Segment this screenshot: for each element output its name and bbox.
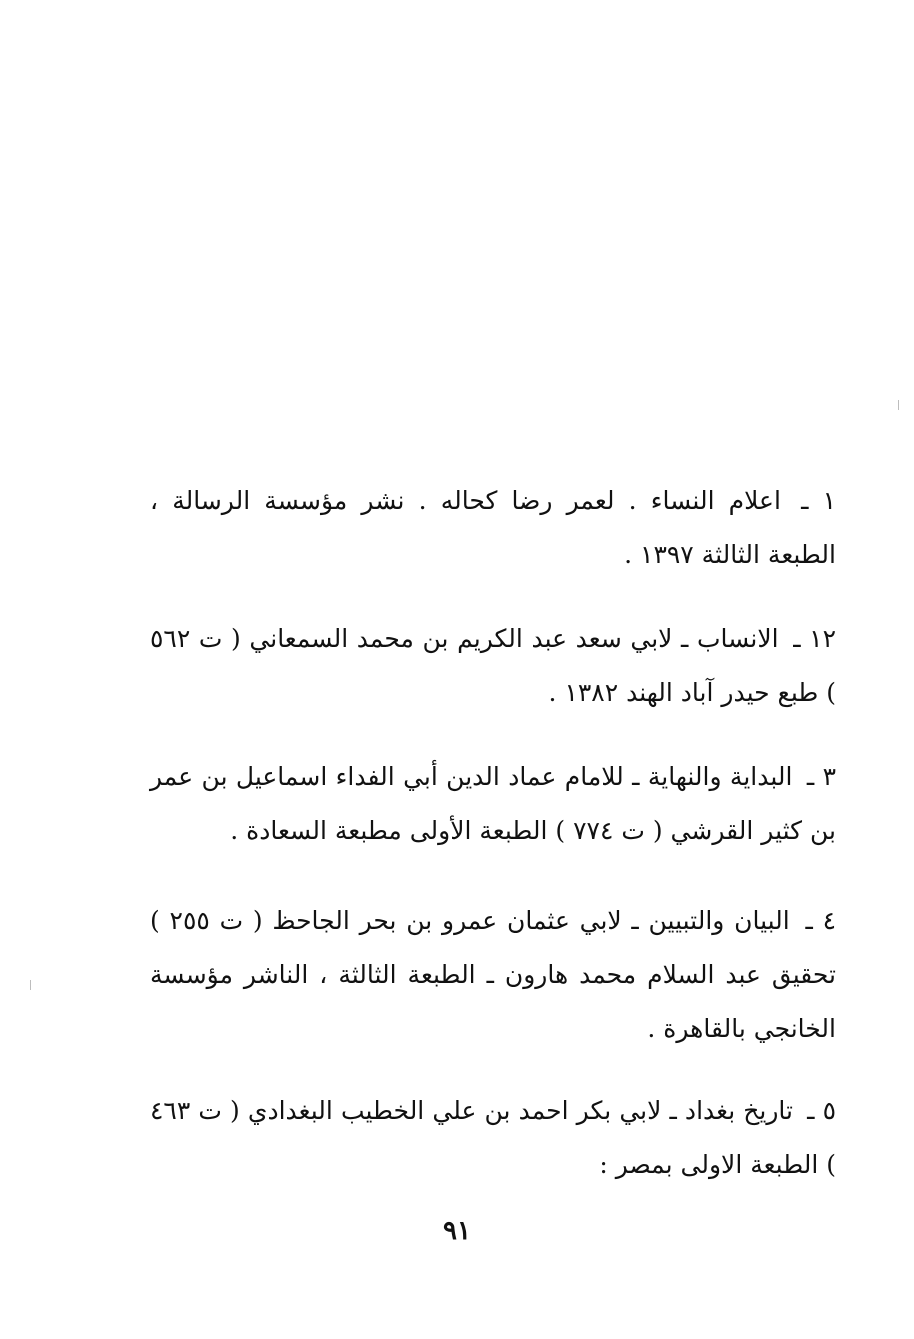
- reference-item: [150, 894, 836, 1056]
- reference-text: تاريخ بغداد ـ لابي بكر احمد بن علي الخطيب البغدادي ( ت ٤٦٣ ) الطبعة الاولى بمصر :: [150, 1096, 836, 1179]
- reference-number: ١ ـ: [801, 486, 837, 515]
- reference-text: البيان والتبيين ـ لابي عثمان عمرو بن بحر الجاحظ ( ت ٢٥٥ ) تحقيق عبد السلام محمد هارون ـ الطبعة الثالثة ، الناشر مؤسسة الخانجي بالقاهرة .: [150, 906, 836, 1043]
- reference-text: اعلام النساء . لعمر رضا كحاله . نشر مؤسسة الرسالة ، الطبعة الثالثة ١٣٩٧ .: [150, 486, 836, 569]
- reference-item: [150, 612, 836, 720]
- reference-item: [150, 750, 836, 858]
- scan-speck: [30, 980, 31, 990]
- reference-item: [150, 1084, 836, 1192]
- reference-number: ١٢ ـ: [793, 624, 836, 653]
- reference-text: البداية والنهاية ـ للامام عماد الدين أبي الفداء اسماعيل بن عمر بن كثير القرشي ( ت ٧٧٤ ) الطبعة الأولى مطبعة السعادة .: [150, 762, 836, 845]
- reference-list: [150, 474, 836, 1222]
- scan-speck: [898, 400, 899, 410]
- reference-text: الانساب ـ لابي سعد عبد الكريم بن محمد السمعاني ( ت ٥٦٢ ) طبع حيدر آباد الهند ١٣٨٢ .: [150, 624, 836, 707]
- reference-number: ٣ ـ: [806, 762, 836, 791]
- reference-item: [150, 474, 836, 582]
- reference-number: ٤ ـ: [805, 906, 837, 935]
- page-number: ٩١: [443, 1216, 471, 1246]
- reference-number: ٥ ـ: [807, 1096, 836, 1125]
